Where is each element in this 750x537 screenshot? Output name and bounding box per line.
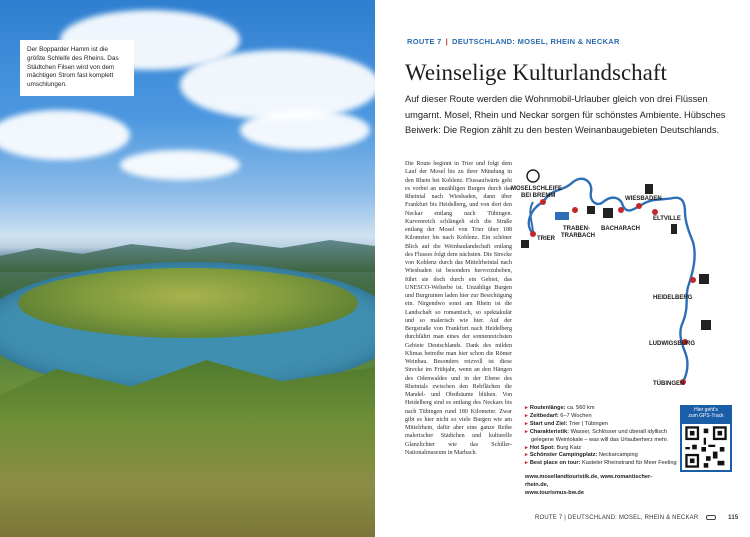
fact-row: ▸ Zeitbedarf: 6–7 Wochen	[525, 412, 592, 419]
camper-icon	[555, 212, 569, 220]
cloud	[240, 110, 370, 150]
label-traben: TRABEN-	[563, 226, 590, 232]
page-footer	[535, 515, 738, 521]
qr-code[interactable]	[680, 422, 732, 472]
wine-icon	[671, 224, 677, 234]
map-marker-wiesbaden	[636, 203, 642, 209]
label-tuebingen: TÜBINGEN	[653, 381, 685, 387]
castle-icon	[603, 208, 613, 218]
label-wiesbaden: WIESBADEN	[625, 196, 662, 202]
separator: |	[445, 37, 449, 46]
route-map	[503, 162, 735, 398]
castle-icon	[587, 206, 595, 214]
cloud	[0, 110, 130, 160]
map-marker-heidelberg	[690, 277, 696, 283]
lead-paragraph: Auf dieser Route werden die Wohnmobil-Urlauber gleich von drei Flüssen umgarnt. Mosel, Rhein und Neckar sorgen für schönstes Ambiente. Hübsches Beiwerk: Die Region zählt zu den besten Weinanbaugebieten Deutschlands.	[405, 94, 726, 136]
map-marker-traben	[572, 207, 578, 213]
fact-row: gelegene Weinlokale – was will das Urlauberherz mehr.	[531, 436, 669, 443]
cloud	[180, 50, 375, 120]
fact-row: ▸ Best place on tour: Kasteler Rheinstrand für Meer Feeling	[525, 460, 677, 467]
label-heidelberg: HEIDELBERG	[653, 295, 693, 301]
map-marker-eltville	[652, 209, 658, 215]
website-link[interactable]: www.tourismus-bw.de	[525, 490, 584, 497]
castle-icon	[699, 274, 709, 284]
photo-caption: Der Bopparder Hamm ist die größte Schleife des Rheins. Das Städtchen Filsen wird von dem mächtigen Strom fast komplett umschlungen.	[20, 40, 134, 96]
river-bend-land	[18, 268, 358, 338]
page-title: Weinselige Kulturlandschaft	[405, 60, 667, 85]
map-marker-bacharach	[618, 207, 624, 213]
label-eltville: ELTVILLE	[653, 216, 681, 222]
gps-label: zum GPS-Track	[688, 413, 724, 419]
label-traben-2: TRARBACH	[561, 233, 595, 239]
fact-row: ▸ Schönster Campingplatz: Neckarcamping	[525, 452, 638, 459]
fact-row: ▸ Charakteristik: Wasser, Schlösser und überall idyllisch	[525, 428, 668, 435]
website-link[interactable]: www.mosellandtouristik.de, www.romantischer-rhein.de,	[525, 474, 653, 489]
map-marker-moselschleife	[540, 199, 546, 205]
route-number: ROUTE 7	[407, 37, 442, 46]
gps-label: Hier geht's	[694, 407, 718, 413]
route-facts	[525, 405, 675, 497]
route-map-svg	[503, 162, 735, 398]
viewpoint-icon	[527, 170, 539, 182]
label-moselschleife-2: BEI BREMM	[521, 193, 556, 199]
church-icon	[521, 240, 529, 248]
map-marker-trier	[530, 231, 536, 237]
publisher-logo-icon	[706, 515, 716, 520]
label-ludwigsburg: LUDWIGSBURG	[649, 341, 695, 347]
monument-icon	[645, 184, 653, 194]
label-moselschleife: MOSELSCHLEIFE	[511, 186, 563, 192]
body-text: Die Route beginnt in Trier und folgt dem Lauf der Mosel bis zu ihrer Mündung in den Rhein bei Koblenz. Flussaufwärts geht es vorbei an unzähligen Burgen durch das Rheintal nach Wiesbaden, dann über Frankfurt bis Heidelberg, und von dort den Neckar entlang nach Tübingen. Kurvenreich schlängelt sich die Straße entlang der Mosel von Trier über 188 Kilometer bis nach Koblenz. Ein schöner Blick auf die Weinbaulandschaft entlang des Flusses folgt dem nächsten. Die Strecke von Koblenz durch das Mittelrheintal nach Wiesbaden ist besonders hervorzuheben, führt sie doch durch ein Gebiet, das UNESCO-Welterbe ist. Unzählige Burgen und Burgruinen laden hier zur Besichtigung ein. Nirgendwo sonst am Rhein ist die Landschaft so romantisch, so spektakulär und so malerisch wie hier. Auf der Bergstraße von Frankfurt nach Heidelberg durchfährt man eines der sonnenreichsten Gebiete Deutschlands. Dank des milden Klimas betreibe man hier schon die Römer Weinbau. Besonders reizvoll ist diese Strecke im Frühjahr, wenn an den Hängen des Odenwaldes und in der Ebene des Rheintals zwischen den Rebflächen die Mandel- und Obstbäume blühen. Von Heidelberg sind es entlang des Neckars bis nach Tübingen rund 180 Kilometer. Zwar gibt es hier nicht so viele Burgen wie am Mittelrhein, dafür aber eine ganze Reihe malerischer Städtchen und kulturelle Glanzlichter wie das Schiller-Nationalmuseum in Marbach.	[405, 161, 512, 456]
route-region: DEUTSCHLAND: MOSEL, RHEIN & NECKAR	[452, 37, 620, 46]
qr-code-icon	[682, 424, 730, 470]
page-number: 115	[728, 515, 739, 522]
castle-icon	[701, 320, 711, 330]
footer-text: ROUTE 7 | DEUTSCHLAND: MOSEL, RHEIN & NECKAR	[535, 515, 699, 522]
route-label	[407, 37, 620, 46]
website-links	[525, 473, 675, 497]
label-bacharach: BACHARACH	[601, 226, 640, 232]
label-trier: TRIER	[537, 236, 555, 242]
fact-row: ▸ Hot Spot: Burg Katz	[525, 444, 582, 451]
foreground-vegetation	[0, 360, 375, 537]
fact-row: ▸ Routenlänge: ca. 560 km	[525, 405, 595, 411]
cloud	[120, 150, 240, 180]
text-page	[375, 0, 750, 537]
fact-row: ▸ Start und Ziel: Trier | Tübingen	[525, 420, 608, 427]
